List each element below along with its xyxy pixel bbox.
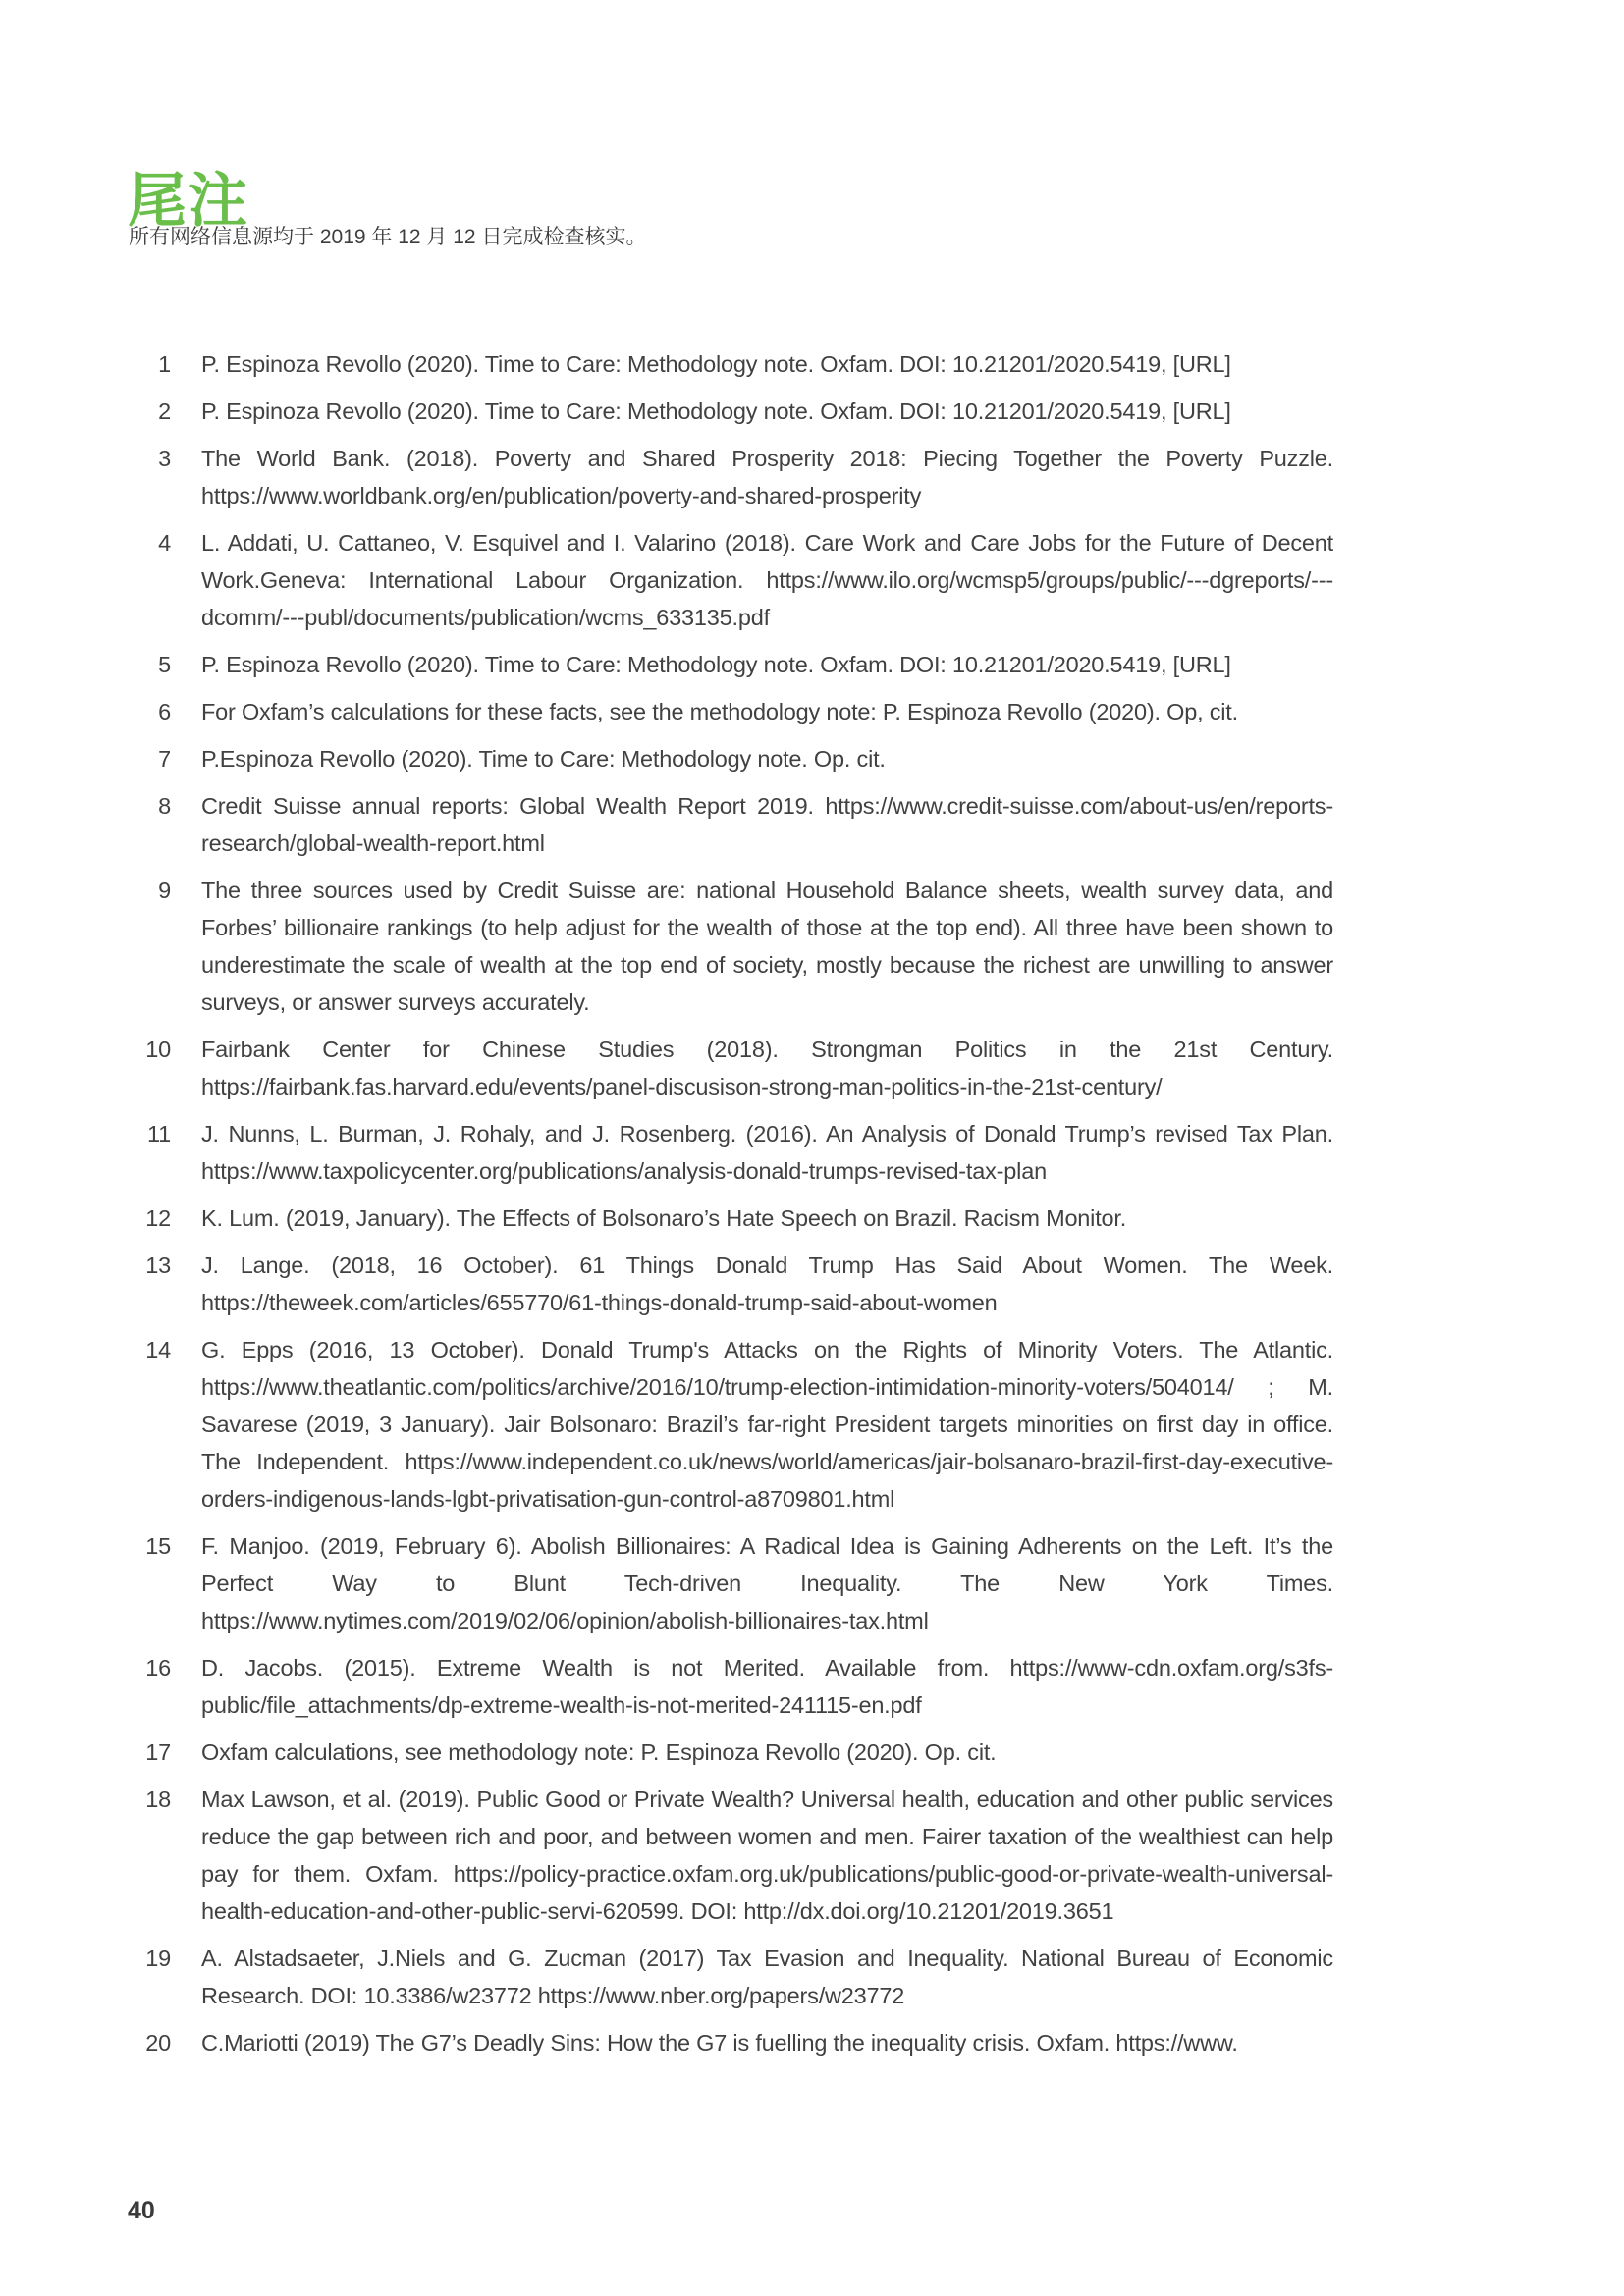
endnote-number: 18 xyxy=(145,1787,171,1812)
endnote-item xyxy=(128,1527,1333,1639)
endnote-number: 17 xyxy=(145,1739,171,1765)
endnote-item xyxy=(128,646,1333,683)
endnotes-list xyxy=(128,346,1333,2071)
endnote-item xyxy=(128,1940,1333,2014)
endnote-text: J. Lange. (2018, 16 October). 61 Things Donald Trump Has Said About Women. The Week. https://theweek.com/articles/655770/61-things-donald-trump-said-about-women xyxy=(201,1253,1333,1315)
endnote-number: 12 xyxy=(145,1205,171,1231)
endnote-item xyxy=(128,524,1333,636)
endnote-text: C.Mariotti (2019) The G7’s Deadly Sins: How the G7 is fuelling the inequality crisis. Oxfam. https://www. xyxy=(201,2030,1238,2056)
endnote-text: P. Espinoza Revollo (2020). Time to Care: Methodology note. Oxfam. DOI: 10.21201/2020.5419, [URL] xyxy=(201,652,1231,677)
endnote-text: Oxfam calculations, see methodology note: P. Espinoza Revollo (2020). Op. cit. xyxy=(201,1739,997,1765)
endnote-number: 9 xyxy=(158,878,171,903)
page-number: 40 xyxy=(128,2197,155,2224)
endnote-text: A. Alstadsaeter, J.Niels and G. Zucman (2017) Tax Evasion and Inequality. National Bureau of Economic Research. DOI: 10.3386/w23772 https://www.nber.org/papers/w23772 xyxy=(201,1946,1333,2008)
endnote-number: 16 xyxy=(145,1655,171,1681)
endnote-text: J. Nunns, L. Burman, J. Rohaly, and J. Rosenberg. (2016). An Analysis of Donald Trump’s revised Tax Plan. https://www.taxpolicycenter.org/publications/analysis-donald-trumps-revised-tax-plan xyxy=(201,1121,1333,1184)
endnote-number: 1 xyxy=(158,351,171,377)
endnote-number: 5 xyxy=(158,652,171,677)
endnote-text: Credit Suisse annual reports: Global Wealth Report 2019. https://www.credit-suisse.com/about-us/en/reports-research/global-wealth-report.html xyxy=(201,793,1333,856)
endnote-text: P.Espinoza Revollo (2020). Time to Care: Methodology note. Op. cit. xyxy=(201,746,886,772)
endnote-item xyxy=(128,693,1333,730)
endnote-item xyxy=(128,1331,1333,1518)
endnote-number: 10 xyxy=(145,1037,171,1062)
endnote-item xyxy=(128,740,1333,777)
endnote-text: F. Manjoo. (2019, February 6). Abolish Billionaires: A Radical Idea is Gaining Adherents on the Left. It’s the Perfect Way to Blunt Tech-driven Inequality. The New York Times. https://www.nytimes.com/2019/02/06/opinion/abolish-billionaires-tax.html xyxy=(201,1533,1333,1633)
endnote-number: 13 xyxy=(145,1253,171,1278)
verification-note: 所有网络信息源均于 2019 年 12 月 12 日完成检查核实。 xyxy=(129,226,647,248)
endnote-text: D. Jacobs. (2015). Extreme Wealth is not Merited. Available from. https://www-cdn.oxfam.org/s3fs-public/file_attachments/dp-extreme-wealth-is-not-merited-241115-en.pdf xyxy=(201,1655,1333,1718)
endnote-text: G. Epps (2016, 13 October). Donald Trump's Attacks on the Rights of Minority Voters. The Atlantic. https://www.theatlantic.com/politics/archive/2016/10/trump-election-intimidation-minority-voters/504014/ ; M. Savarese (2019, 3 January). Jair Bolsonaro: Brazil’s far-right President targets minorities on first day in office. The Independent. https://www.independent.co.uk/news/world/americas/jair-bolsanaro-brazil-first-day-executive-orders-indigenous-lands-lgbt-privatisation-gun-control-a8709801.html xyxy=(201,1337,1333,1512)
endnote-number: 19 xyxy=(145,1946,171,1971)
endnote-number: 7 xyxy=(158,746,171,772)
endnote-text: Max Lawson, et al. (2019). Public Good or Private Wealth? Universal health, education and other public services reduce the gap between rich and poor, and between women and men. Fairer taxation of the wealthiest can help pay for them. Oxfam. https://policy-practice.oxfam.org.uk/publications/public-good-or-private-wealth-universal-health-education-and-other-public-servi-620599. DOI: http://dx.doi.org/10.21201/2019.3651 xyxy=(201,1787,1333,1924)
endnote-number: 2 xyxy=(158,399,171,424)
endnote-item xyxy=(128,1734,1333,1771)
endnote-number: 15 xyxy=(145,1533,171,1559)
endnote-text: The World Bank. (2018). Poverty and Shared Prosperity 2018: Piecing Together the Poverty Puzzle. https://www.worldbank.org/en/publication/poverty-and-shared-prosperity xyxy=(201,446,1333,508)
endnote-item xyxy=(128,2024,1333,2061)
page-title: 尾注 xyxy=(128,168,249,235)
endnote-text: P. Espinoza Revollo (2020). Time to Care: Methodology note. Oxfam. DOI: 10.21201/2020.5419, [URL] xyxy=(201,351,1231,377)
endnote-item xyxy=(128,1200,1333,1237)
endnote-item xyxy=(128,346,1333,383)
endnote-text: For Oxfam’s calculations for these facts, see the methodology note: P. Espinoza Revollo (2020). Op, cit. xyxy=(201,699,1238,724)
endnote-item xyxy=(128,393,1333,430)
endnote-number: 6 xyxy=(158,699,171,724)
endnote-text: Fairbank Center for Chinese Studies (2018). Strongman Politics in the 21st Century. https://fairbank.fas.harvard.edu/events/panel-discusison-strong-man-politics-in-the-21st-century/ xyxy=(201,1037,1333,1099)
endnote-number: 3 xyxy=(158,446,171,471)
endnote-number: 14 xyxy=(145,1337,171,1362)
endnote-number: 8 xyxy=(158,793,171,819)
endnote-item xyxy=(128,440,1333,514)
endnote-text: P. Espinoza Revollo (2020). Time to Care: Methodology note. Oxfam. DOI: 10.21201/2020.5419, [URL] xyxy=(201,399,1231,424)
endnote-item xyxy=(128,787,1333,862)
endnote-item xyxy=(128,872,1333,1021)
endnote-item xyxy=(128,1031,1333,1105)
endnote-item xyxy=(128,1781,1333,1930)
endnote-text: K. Lum. (2019, January). The Effects of Bolsonaro’s Hate Speech on Brazil. Racism Monitor. xyxy=(201,1205,1127,1231)
endnote-number: 20 xyxy=(145,2030,171,2056)
endnote-number: 4 xyxy=(158,530,171,556)
endnote-item xyxy=(128,1247,1333,1321)
endnote-text: L. Addati, U. Cattaneo, V. Esquivel and I. Valarino (2018). Care Work and Care Jobs for the Future of Decent Work.Geneva: International Labour Organization. https://www.ilo.org/wcmsp5/groups/public/---dgreports/---dcomm/---publ/documents/publication/wcms_633135.pdf xyxy=(201,530,1333,630)
endnote-item xyxy=(128,1649,1333,1724)
endnote-number: 11 xyxy=(147,1121,171,1147)
endnote-text: The three sources used by Credit Suisse are: national Household Balance sheets, wealth survey data, and Forbes’ billionaire rankings (to help adjust for the wealth of those at the top end). All three have been shown to underestimate the scale of wealth at the top end of society, mostly because the richest are unwilling to answer surveys, or answer surveys accurately. xyxy=(201,878,1333,1015)
endnote-item xyxy=(128,1115,1333,1190)
